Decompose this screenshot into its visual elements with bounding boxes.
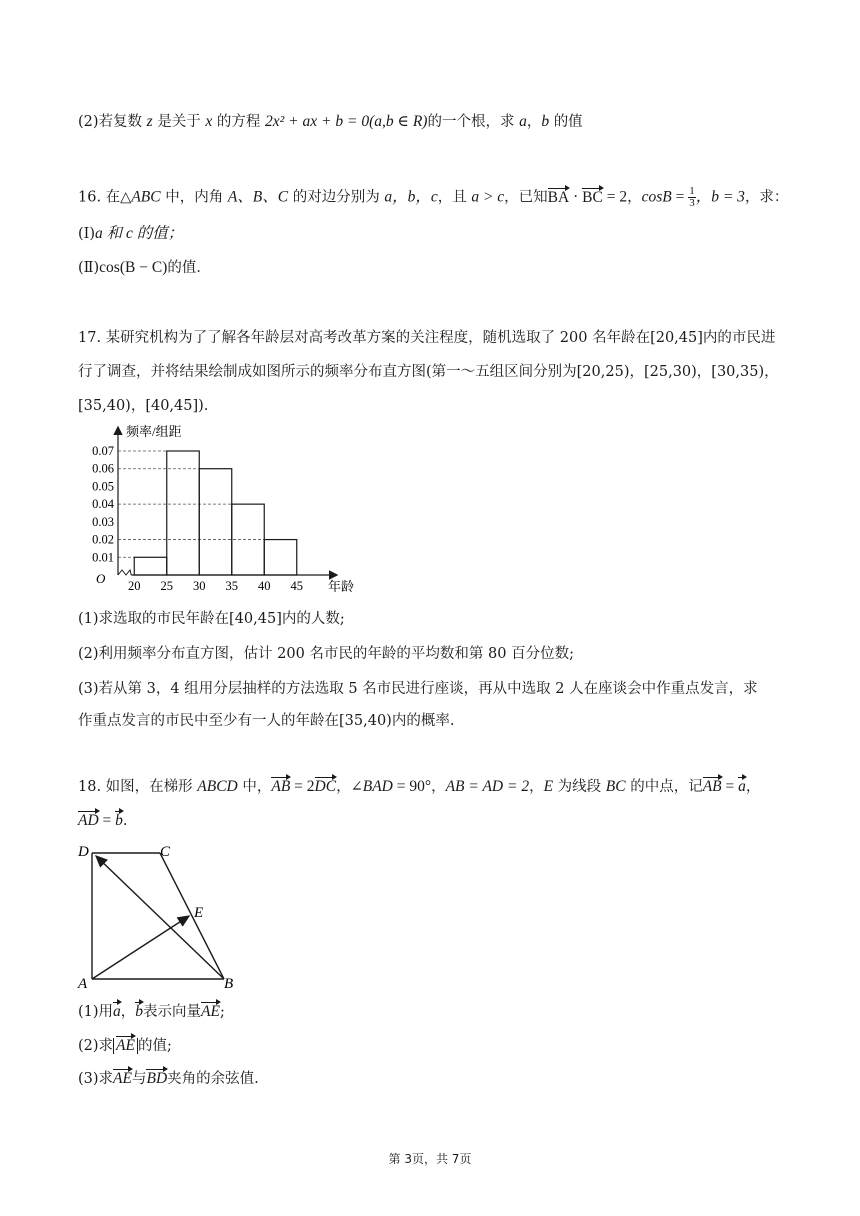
histogram-bar xyxy=(199,469,232,575)
text: = xyxy=(671,188,689,206)
math-var: a xyxy=(519,113,527,130)
text: (3)求 xyxy=(78,1071,114,1087)
y-tick-label: 0.01 xyxy=(92,550,114,565)
text: ，且 xyxy=(437,189,467,206)
absolute-value xyxy=(113,1038,138,1054)
x-tick-label: 20 xyxy=(128,579,141,593)
q18-part3 xyxy=(78,1069,259,1089)
text: ，∠ xyxy=(336,779,363,795)
fraction-denominator: 3 xyxy=(689,197,695,209)
q17-part1: (1)求选取的市民年龄在[40,45]内的人数; xyxy=(78,611,345,627)
q17-part2: (2)利用频率分布直方图，估计 200 名市民的年龄的平均数和第 80 百分位数; xyxy=(78,646,574,662)
vector-ae xyxy=(92,916,189,979)
text: ，已知 xyxy=(504,189,548,206)
q18-stem-line1 xyxy=(78,777,760,797)
q18-stem-line2 xyxy=(78,811,128,831)
text: 的值; xyxy=(137,1038,172,1054)
y-tick-label: 0.05 xyxy=(92,479,114,494)
math-expr: AB = AD = 2 xyxy=(445,778,530,795)
math-var: A、B、C xyxy=(227,188,289,206)
math-var: ABCD xyxy=(197,778,238,795)
vector-dc: DC xyxy=(314,778,337,795)
bars-group xyxy=(134,451,297,575)
text: ; xyxy=(219,1004,225,1020)
vector-bd xyxy=(96,856,224,979)
text: · xyxy=(569,188,583,206)
math-expr: a > c xyxy=(471,188,505,206)
x-tick-label: 25 xyxy=(160,579,173,593)
question-number: 17. xyxy=(78,330,102,346)
text: 的一个根，求 xyxy=(427,114,515,130)
q18-part2 xyxy=(78,1036,172,1056)
part-label: (Ⅱ) xyxy=(78,260,100,276)
vector-b: b xyxy=(115,812,123,829)
q17-line3: [35,40)，[40,45]). xyxy=(78,398,209,414)
histogram-bar xyxy=(134,557,167,575)
text: ， xyxy=(526,114,542,130)
y-tick-label: 0.07 xyxy=(92,444,114,458)
math-expr: ，b = 3 xyxy=(695,188,745,206)
q17-part3-line1: (3)若从第 3，4 组用分层抽样的方法选取 5 名市民进行座谈，再从中选取 2 人在座谈会中作重点发言，求 xyxy=(78,681,758,697)
text: 的对边分别为 xyxy=(292,189,380,206)
text: 中，内角 xyxy=(165,189,224,206)
frequency-histogram xyxy=(78,418,368,598)
math-var: z xyxy=(146,113,153,130)
q15-part2 xyxy=(78,112,583,132)
histogram-bar xyxy=(167,451,200,575)
text: 为线段 xyxy=(557,779,602,795)
math-var: a，b，c xyxy=(384,188,438,206)
y-tick-label: 0.04 xyxy=(92,497,114,512)
math-expr: = 90° xyxy=(392,778,432,795)
vector-b: b xyxy=(135,1003,144,1020)
equation: 2x² + ax + b = 0(a,b ∈ R) xyxy=(265,113,428,130)
point-label-a: A xyxy=(78,976,88,992)
origin-label: O xyxy=(96,571,106,586)
histogram-bar xyxy=(264,540,297,575)
y-tick-label: 0.06 xyxy=(92,461,114,476)
question-number: 16. xyxy=(78,189,102,206)
point-label-b: B xyxy=(224,976,234,992)
y-tick-labels xyxy=(92,444,115,564)
math-var: BC xyxy=(605,778,626,795)
text: 如图，在梯形 xyxy=(105,779,193,795)
vector-ad: AD xyxy=(78,812,99,829)
x-axis-label: 年龄 xyxy=(328,579,355,594)
text: 中， xyxy=(242,779,272,795)
text: ， xyxy=(120,1004,136,1020)
text: (2)求 xyxy=(78,1038,114,1054)
fraction xyxy=(688,186,696,209)
x-tick-label: 40 xyxy=(258,579,271,593)
text: ， xyxy=(529,779,544,795)
side-cb xyxy=(160,853,224,979)
q16-part1 xyxy=(78,224,183,244)
text: 的值． xyxy=(167,260,211,276)
q17-line2: 行了调查，并将结果绘制成如图所示的频率分布直方图(第一～五组区间分别为[20,25)，[25,30)，[30,35)， xyxy=(78,364,779,380)
point-label-d: D xyxy=(78,844,89,860)
q16-part2 xyxy=(78,258,211,278)
trapezoid-figure xyxy=(74,838,244,992)
question-number: 18. xyxy=(78,779,102,795)
text: 的方程 xyxy=(216,114,261,130)
part-label: (Ⅰ) xyxy=(78,226,96,242)
text: 若复数 xyxy=(98,114,143,130)
text: 与 xyxy=(131,1071,147,1087)
text: 某研究机构为了了解各年龄层对高考改革方案的关注程度，随机选取了 200 名年龄在[20,45]内的市民进 xyxy=(105,330,776,346)
q16-stem xyxy=(78,186,788,209)
vector-ae: AE xyxy=(116,1037,135,1054)
q17-part3-line2: 作重点发言的市民中至少有一人的年龄在[35,40)内的概率. xyxy=(78,713,455,729)
text: = xyxy=(721,778,739,795)
text: ， xyxy=(745,779,761,795)
point-label-c: C xyxy=(160,844,171,860)
point-label-e: E xyxy=(194,905,204,921)
q18-part1 xyxy=(78,1002,225,1022)
part-label: (2) xyxy=(78,114,99,130)
text: 夹角的余弦值. xyxy=(167,1071,259,1087)
text: ， xyxy=(431,779,446,795)
math-expr: cos(B − C) xyxy=(99,259,168,276)
vector-bc: BC xyxy=(582,188,603,206)
math-expr: = 2 xyxy=(602,188,628,206)
vector-bd: BD xyxy=(146,1070,168,1087)
axis-break xyxy=(118,570,131,575)
text: = xyxy=(98,812,116,829)
math-var: x xyxy=(205,113,213,130)
text: 在△ xyxy=(105,189,132,206)
vector-ab: AB xyxy=(702,778,722,795)
text: ，求： xyxy=(744,189,789,206)
text: 的值 xyxy=(553,114,583,130)
vector-a: a xyxy=(113,1003,121,1020)
math-var: ABC xyxy=(131,188,161,206)
fraction-numerator: 1 xyxy=(689,185,695,197)
text: 表示向量 xyxy=(143,1004,202,1020)
axes xyxy=(118,428,336,575)
math-var: E xyxy=(543,778,554,795)
text: ， xyxy=(627,189,642,206)
text: . xyxy=(122,813,128,829)
text: 的中点，记 xyxy=(630,779,703,795)
vector-ae: AE xyxy=(113,1070,132,1087)
math-expr: cosB xyxy=(641,188,672,206)
math-expr: = 2 xyxy=(290,778,315,795)
y-tick-label: 0.03 xyxy=(92,514,114,529)
text: (1)用 xyxy=(78,1004,114,1020)
vector-ba: BA xyxy=(547,188,570,206)
q17-line1 xyxy=(78,328,775,348)
page-footer: 第 3页，共 7页 xyxy=(388,1152,472,1166)
y-axis-label: 频率/组距 xyxy=(126,424,182,439)
vector-ae: AE xyxy=(201,1003,220,1020)
x-tick-label: 30 xyxy=(193,579,206,593)
x-tick-label: 35 xyxy=(225,579,238,593)
x-tick-label: 45 xyxy=(290,579,303,593)
vector-ab: AB xyxy=(271,778,291,795)
vector-a: a xyxy=(738,778,746,795)
text: 是关于 xyxy=(157,114,201,130)
math-var: BAD xyxy=(362,778,393,795)
x-tick-labels xyxy=(128,579,303,593)
y-tick-label: 0.02 xyxy=(92,532,114,547)
math-var: b xyxy=(541,113,550,130)
text: a 和 c 的值； xyxy=(95,225,184,242)
